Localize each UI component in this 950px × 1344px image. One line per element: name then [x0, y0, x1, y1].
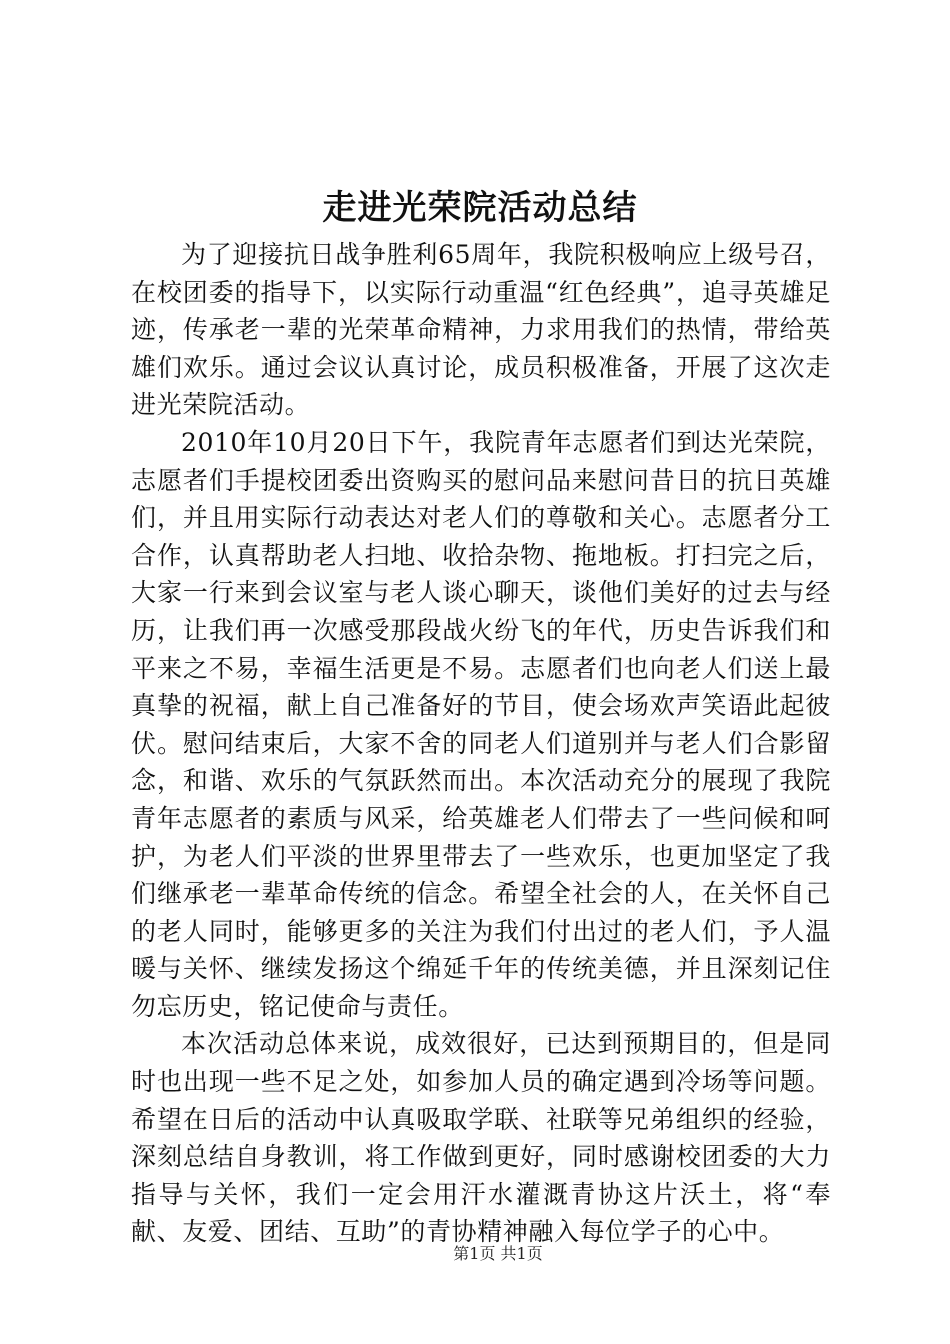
document-title: 走进光荣院活动总结	[322, 188, 638, 228]
page-number-footer: 第1页 共1页	[453, 1244, 543, 1263]
paragraph-2: 2010年10月20日下午，我院青年志愿者们到达光荣院，志愿者们手提校团委出资购买的慰问品来慰问昔日的抗日英雄们，并且用实际行动表达对老人们的尊敬和关心。志愿者分工合作，认真帮助老人扫地、收拾杂物、拖地板。打扫完之后，大家一行来到会议室与老人谈心聊天，谈他们美好的过去与经历，让我们再一次感受那段战火纷飞的年代，历史告诉我们和平来之不易，幸福生活更是不易。志愿者们也向老人们送上最真挚的祝福，献上自己准备好的节目，使会场欢声笑语此起彼伏。慰问结束后，大家不舍的同老人们道别并与老人们合影留念，和谐、欢乐的气氛跃然而出。本次活动充分的展现了我院青年志愿者的素质与风采，给英雄老人们带去了一些问候和呵护，为老人们平淡的世界里带去了一些欢乐，也更加坚定了我们继承老一辈革命传统的信念。希望全社会的人，在关怀自己的老人同时，能够更多的关注为我们付出过的老人们，予人温暖与关怀、继续发扬这个绵延千年的传统美德，并且深刻记住勿忘历史，铭记使命与责任。	[131, 427, 831, 1021]
paragraph-3: 本次活动总体来说，成效很好，已达到预期目的，但是同时也出现一些不足之处，如参加人员的确定遇到冷场等问题。希望在日后的活动中认真吸取学联、社联等兄弟组织的经验，深刻总结自身教训，将工作做到更好，同时感谢校团委的大力指导与关怀，我们一定会用汗水灌溉青协这片沃土，将“奉献、友爱、团结、互助”的青协精神融入每位学子的心中。	[131, 1029, 831, 1247]
paragraph-1: 为了迎接抗日战争胜利65周年，我院积极响应上级号召，在校团委的指导下，以实际行动重温“红色经典”，追寻英雄足迹，传承老一辈的光荣革命精神，力求用我们的热情，带给英雄们欢乐。通过会议认真讨论，成员积极准备，开展了这次走进光荣院活动。	[131, 240, 831, 420]
document-body	[131, 236, 831, 1251]
